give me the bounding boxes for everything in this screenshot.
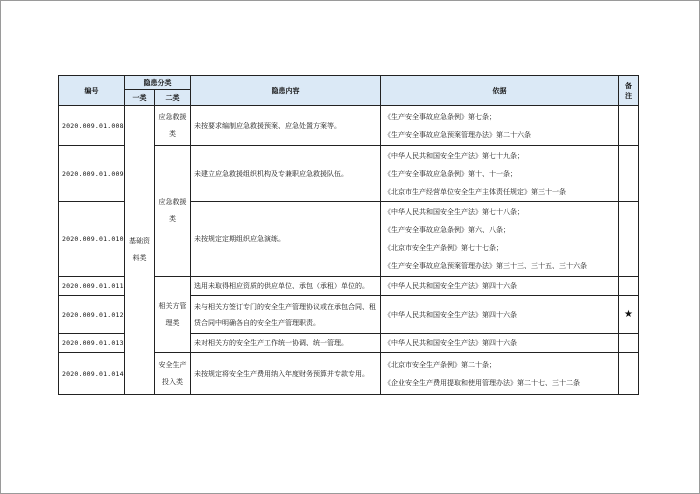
row-note	[619, 277, 639, 296]
row-content: 未按要求编制应急救援预案、应急处置方案等。	[191, 106, 381, 146]
cat2-cell: 应急救援类	[155, 106, 191, 146]
basis-line: 《生产安全事故应急条例》第六、八条；	[384, 226, 510, 234]
basis-line: 《北京市安全生产条例》第二十条；	[384, 360, 496, 369]
row-note	[619, 106, 639, 146]
header-code: 编号	[59, 76, 125, 106]
row-content: 选用未取得相应资质的供应单位、承包（承租）单位的。	[191, 277, 381, 296]
basis-line: 《中华人民共和国安全生产法》第七十九条；	[384, 151, 524, 160]
row-content: 未按规定将安全生产费用纳入年度财务预算并专款专用。	[191, 353, 381, 395]
row-content: 未与相关方签订专门的安全生产管理协议或在承包合同、租赁合同中明确各自的安全生产管理职责。	[191, 296, 381, 334]
row-basis	[381, 277, 619, 296]
cat2-cell: 相关方管理类	[155, 277, 191, 353]
row-note: ★	[619, 296, 639, 334]
header-content: 隐患内容	[191, 76, 381, 106]
row-code: 2020.009.01.010	[59, 202, 125, 277]
header-row	[59, 76, 639, 90]
basis-line: 《北京市生产经营单位安全生产主体责任规定》第三十一条	[384, 187, 566, 196]
basis-line: 《中华人民共和国安全生产法》第四十六条	[384, 339, 517, 347]
basis-line: 《企业安全生产费用提取和使用管理办法》第二十七、三十二条	[384, 378, 580, 387]
row-code: 2020.009.01.008	[59, 106, 125, 146]
row-note	[619, 334, 639, 353]
basis-line: 《生产安全事故应急预案管理办法》第三十三、三十五、三十六条	[384, 262, 587, 270]
basis-line: 《中华人民共和国安全生产法》第四十六条	[384, 282, 517, 290]
row-code: 2020.009.01.014	[59, 353, 125, 395]
table-row	[59, 106, 639, 146]
cat1-cell: 基础资料类	[125, 106, 155, 395]
row-basis	[381, 202, 619, 277]
row-basis	[381, 106, 619, 146]
row-basis	[381, 296, 619, 334]
basis-line: 《生产安全事故应急预案管理办法》第二十六条	[384, 130, 531, 139]
cat2-cell: 安全生产投入类	[155, 353, 191, 395]
basis-line: 《中华人民共和国安全生产法》第七十八条；	[384, 208, 524, 216]
row-code: 2020.009.01.009	[59, 146, 125, 202]
header-cat1: 一类	[125, 90, 155, 106]
row-code: 2020.009.01.012	[59, 296, 125, 334]
row-content: 未按规定定期组织应急演练。	[191, 202, 381, 277]
header-cat2: 二类	[155, 90, 191, 106]
row-basis	[381, 334, 619, 353]
header-category: 隐患分类	[125, 76, 191, 90]
row-basis	[381, 146, 619, 202]
header-note: 备注	[619, 76, 639, 106]
row-content: 未对相关方的安全生产工作统一协调、统一管理。	[191, 334, 381, 353]
row-content: 未建立应急救援组织机构及专兼职应急救援队伍。	[191, 146, 381, 202]
row-code: 2020.009.01.011	[59, 277, 125, 296]
basis-line: 《生产安全事故应急条例》第七条；	[384, 112, 496, 121]
row-code: 2020.009.01.013	[59, 334, 125, 353]
cat2-cell: 应急救援类	[155, 146, 191, 277]
basis-line: 《中华人民共和国安全生产法》第四十六条	[384, 310, 517, 319]
row-note	[619, 146, 639, 202]
row-basis	[381, 353, 619, 395]
hazard-table	[58, 75, 639, 395]
basis-line: 《北京市安全生产条例》第七十七条；	[384, 244, 503, 252]
header-basis: 依据	[381, 76, 619, 106]
basis-line: 《生产安全事故应急条例》第十、十一条；	[384, 169, 517, 178]
row-note	[619, 353, 639, 395]
row-note	[619, 202, 639, 277]
